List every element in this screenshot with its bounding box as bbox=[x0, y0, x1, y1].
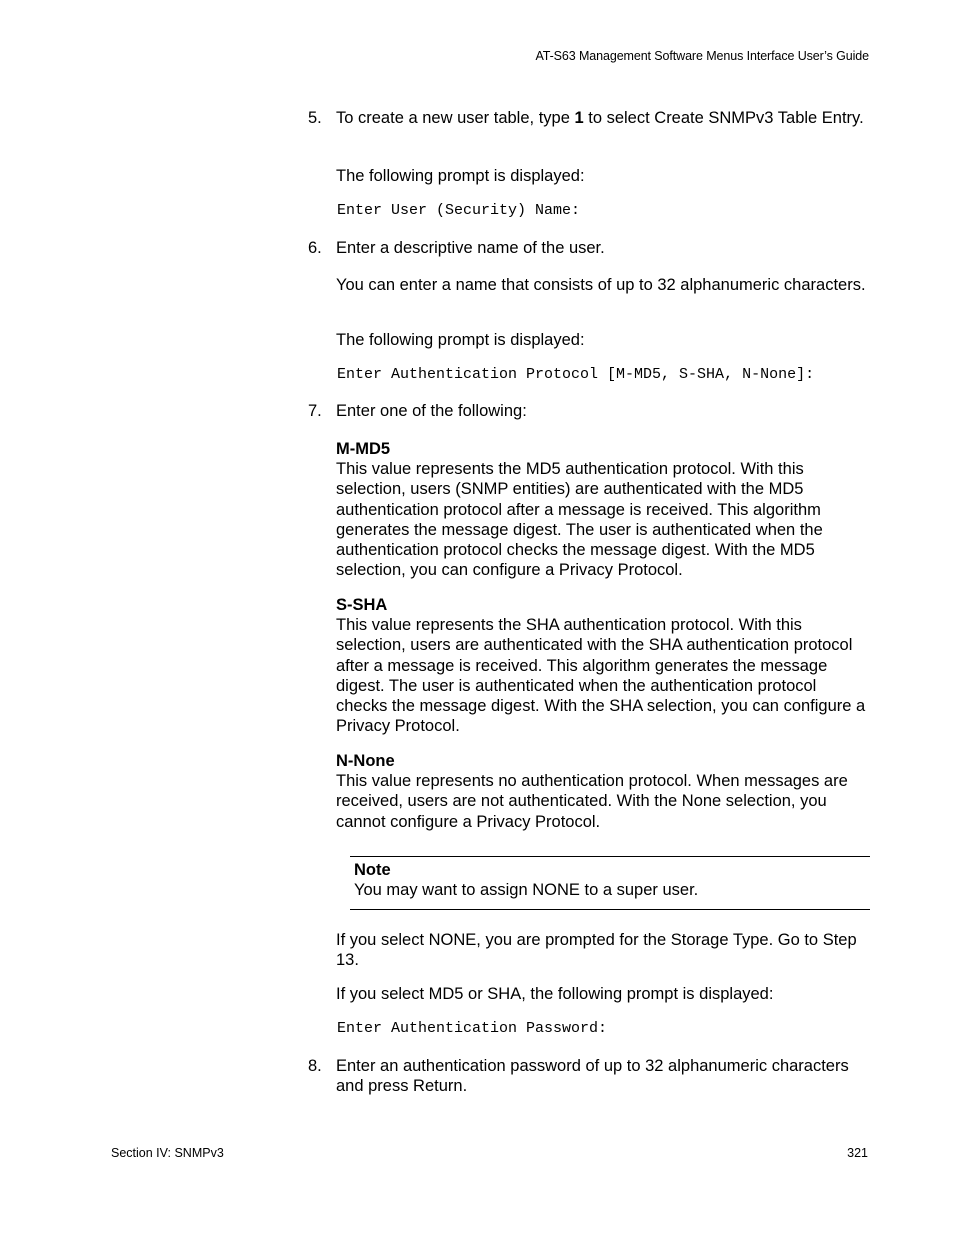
step-6-number: 6. bbox=[308, 239, 322, 257]
option-term-none: N-None bbox=[336, 752, 395, 770]
step-7-after-none: If you select NONE, you are prompted for the Storage Type. Go to Step 13. bbox=[336, 931, 857, 970]
step-5-text bbox=[336, 108, 871, 128]
page-number: 321 bbox=[847, 1146, 868, 1160]
step-7-number: 7. bbox=[308, 402, 322, 420]
note-bottom-rule bbox=[350, 909, 870, 910]
page-header: AT-S63 Management Software Menus Interface User’s Guide bbox=[535, 49, 869, 63]
step-5-bold-value: 1 bbox=[574, 109, 584, 127]
step-6-prompt: Enter Authentication Protocol [M-MD5, S-SHA, N-None]: bbox=[337, 366, 815, 383]
step-6-text: Enter a descriptive name of the user. bbox=[336, 239, 605, 257]
step-8-number: 8. bbox=[308, 1057, 322, 1075]
option-desc-sha: This value represents the SHA authentication protocol. With this selection, users are authenticated with the SHA authentication protocol after a message is received. This algorithm generates the message digest. The user is authenticated when the authentication protocol checks the message digest. With the SHA selection, you can configure a Privacy Protocol. bbox=[336, 616, 866, 736]
step-5-text-start: To create a new user table, type bbox=[336, 109, 575, 127]
option-desc-none: This value represents no authentication protocol. When messages are received, users are not authenticated. With the None selection, you cannot configure a Privacy Protocol. bbox=[336, 772, 848, 831]
step-5-number: 5. bbox=[308, 109, 322, 127]
step-5-prompt: Enter User (Security) Name: bbox=[337, 202, 581, 219]
note-title: Note bbox=[354, 861, 391, 879]
step-6-prompt-intro: The following prompt is displayed: bbox=[336, 331, 585, 349]
note-text: You may want to assign NONE to a super user. bbox=[354, 881, 699, 899]
footer-section: Section IV: SNMPv3 bbox=[111, 1146, 224, 1160]
option-term-sha: S-SHA bbox=[336, 596, 388, 614]
option-desc-md5: This value represents the MD5 authentication protocol. With this selection, users (SNMP entities) are authenticated with the MD5 authentication protocol after a message is received. This algorithm generates the message digest. The user is authenticated when the authentication protocol checks the message digest. With the MD5 selection, you can configure a Privacy Protocol. bbox=[336, 460, 823, 580]
step-5-prompt-intro: The following prompt is displayed: bbox=[336, 167, 585, 185]
step-7-text: Enter one of the following: bbox=[336, 402, 527, 420]
step-8-text: Enter an authentication password of up to 32 alphanumeric characters and press Return. bbox=[336, 1057, 849, 1096]
step-5-text-end: to select Create SNMPv3 Table Entry. bbox=[583, 109, 864, 127]
note-top-rule bbox=[350, 856, 870, 857]
step-7-prompt: Enter Authentication Password: bbox=[337, 1020, 608, 1037]
step-6-note: You can enter a name that consists of up to 32 alphanumeric characters. bbox=[336, 276, 866, 294]
step-7-after-md5: If you select MD5 or SHA, the following prompt is displayed: bbox=[336, 985, 774, 1003]
option-term-md5: M-MD5 bbox=[336, 440, 391, 458]
